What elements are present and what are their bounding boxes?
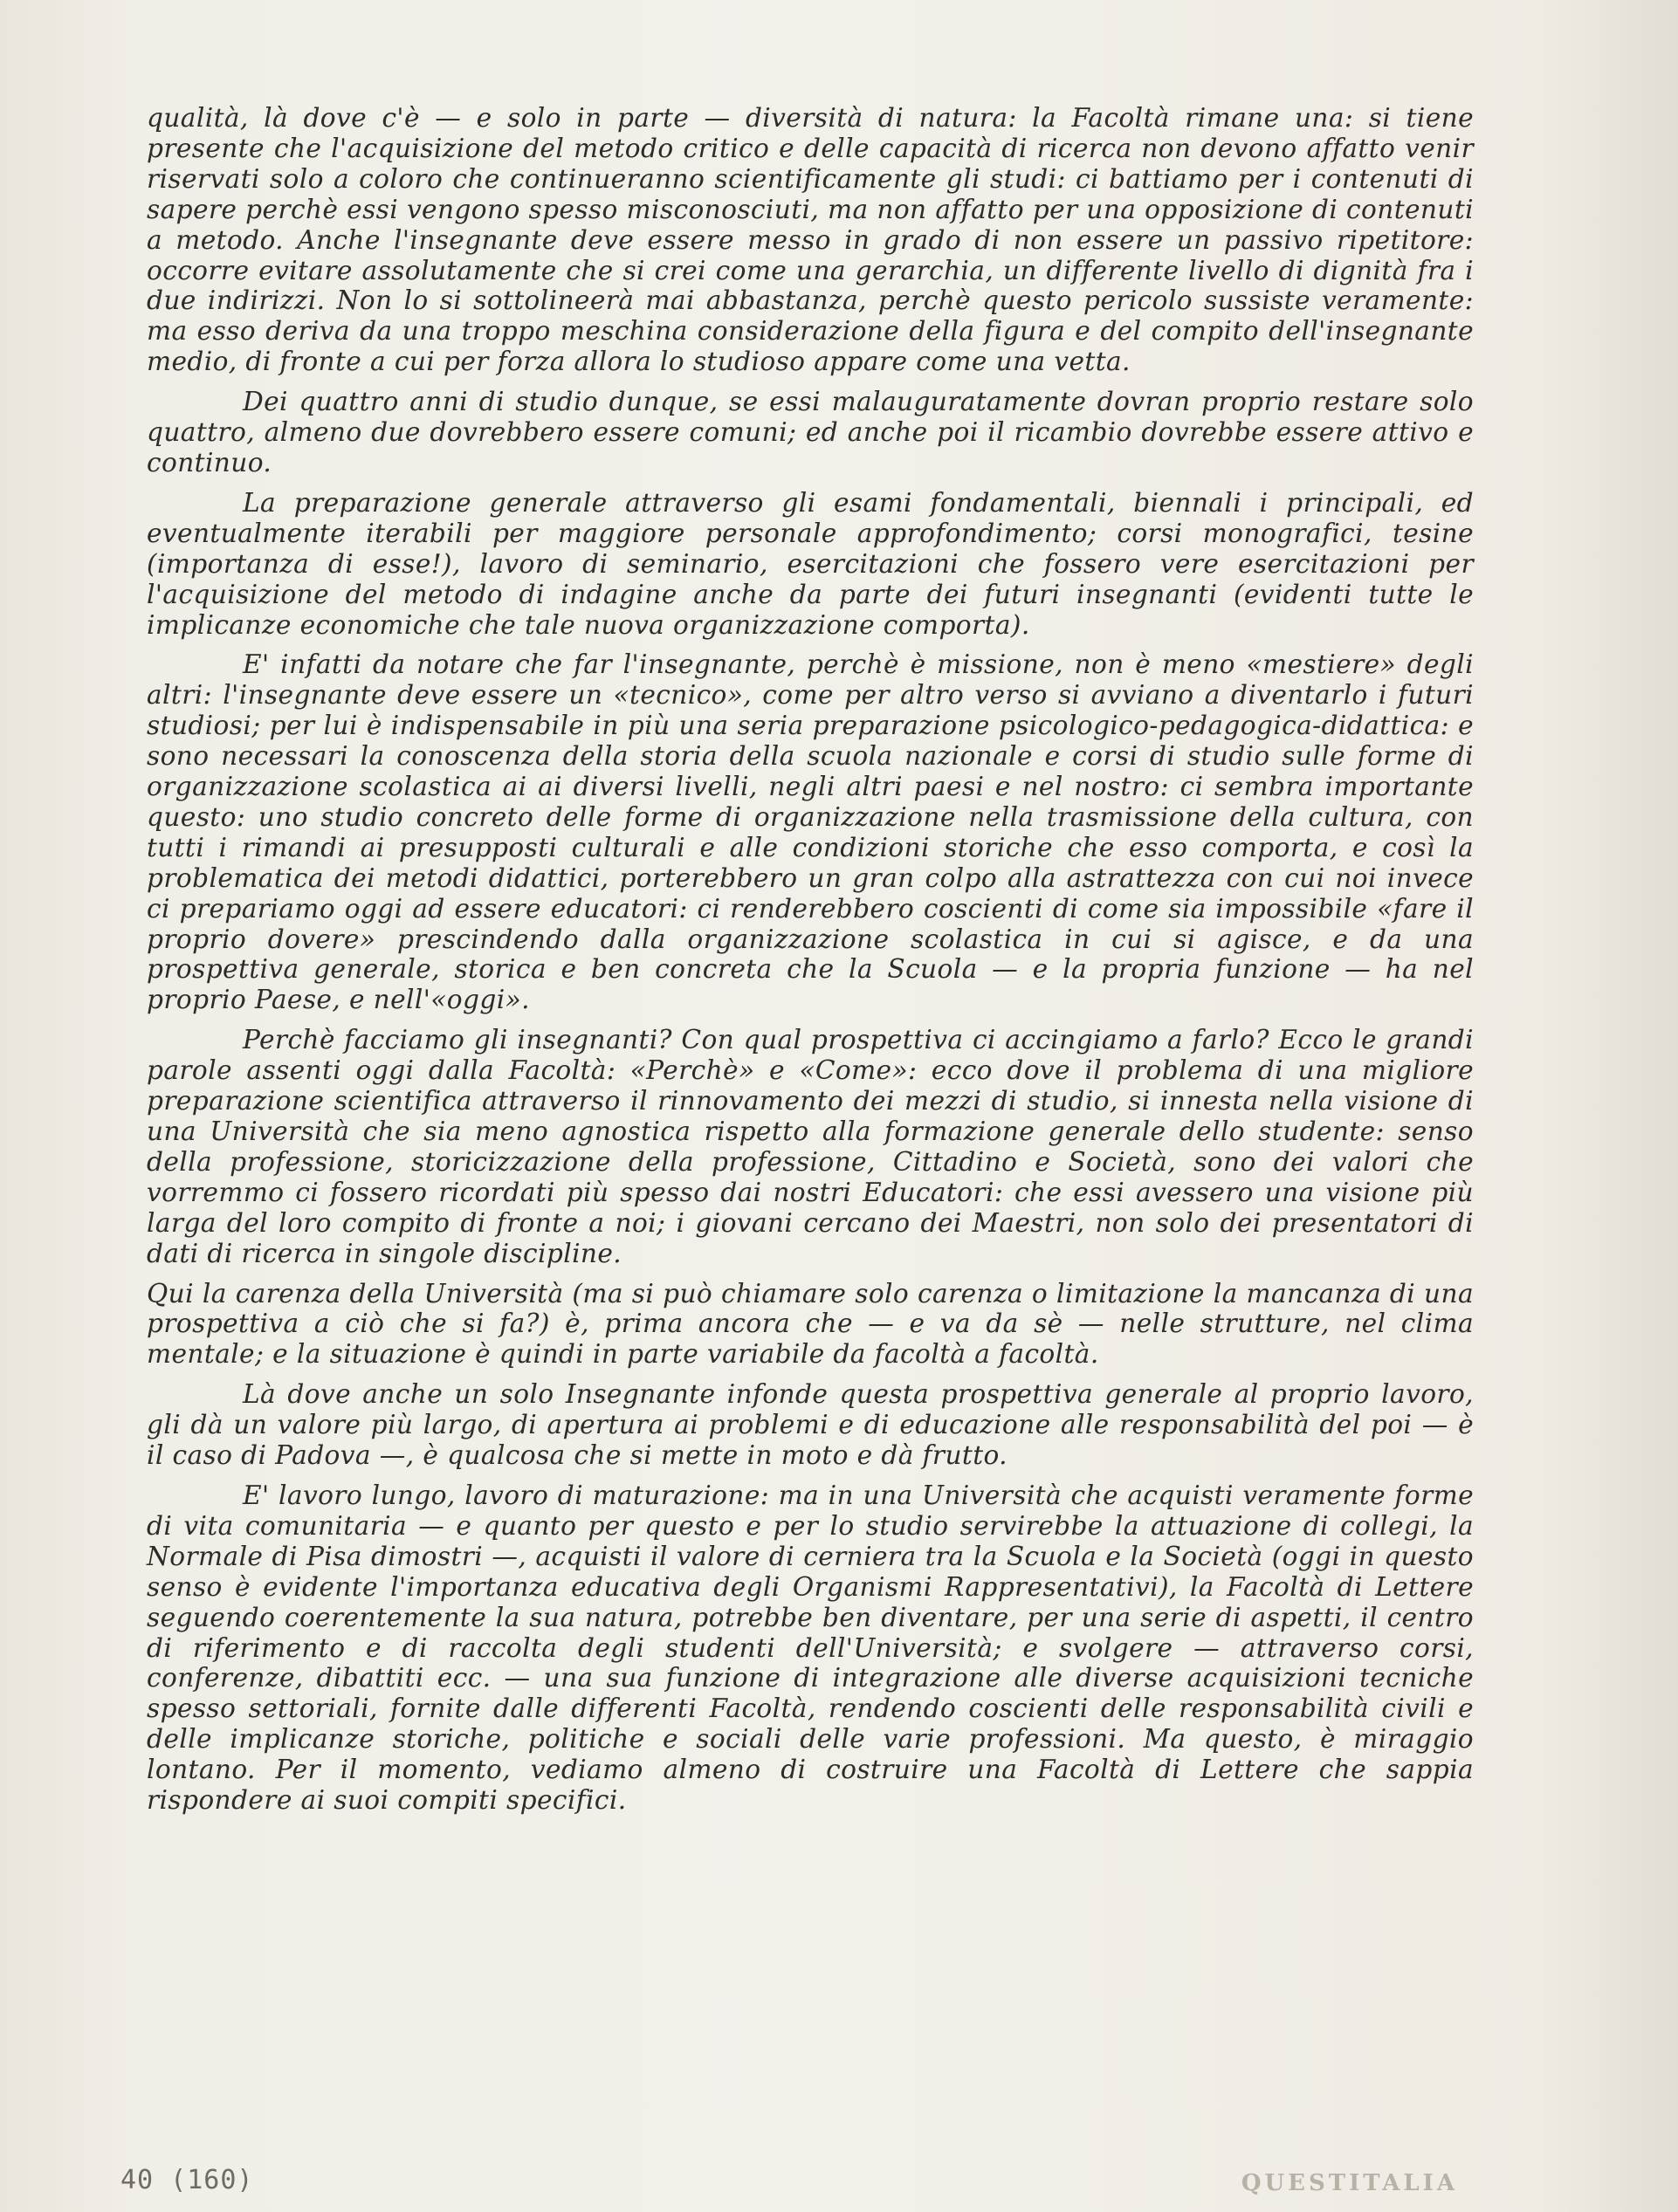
paragraph: Dei quattro anni di studio dunque, se essi malauguratamente dovran proprio restare solo quattro, almeno due dovrebbero essere comuni; ed anche poi il ricambio dovrebbe essere attivo e continuo.: [147, 387, 1474, 477]
body-text: [147, 103, 1474, 1825]
paragraph: La preparazione generale attraverso gli esami fondamentali, biennali i principali, ed eventualmente iterabili per maggiore personale approfondimento; corsi monografici, tesine (importanza di esse!), lavoro di seminario, esercitazioni che fossero vere esercitazioni per l'acquisizione del metodo di indagine anche da parte dei futuri insegnanti (evidenti tutte le implicanze economiche che tale nuova organizzazione comporta).: [147, 487, 1474, 640]
paragraph: Là dove anche un solo Insegnante infonde questa prospettiva generale al proprio lavoro, gli dà un valore più largo, di apertura ai problemi e di educazione alle responsabilità del poi — è il caso di Padova —, è qualcosa che si mette in moto e dà frutto.: [147, 1379, 1474, 1471]
running-title: QUESTITALIA: [1241, 2170, 1458, 2196]
paragraph: E' infatti da notare che far l'insegnante, perchè è missione, non è meno «mestiere» degli altri: l'insegnante deve essere un «tecnico», come per altro verso si avviano a diventarlo i futuri studiosi; per lui è indispensabile in più una seria preparazione psicologico-pedagogica-didattica: e sono necessari la conoscenza della storia della scuola nazionale e corsi di studio sulle forme di organizzazione scolastica ai ai diversi livelli, negli altri paesi e nel nostro: ci sembra importante questo: uno studio concreto delle forme di organizzazione nella trasmissione della cultura, con tutti i rimandi ai presupposti culturali e alle condizioni storiche che esso comporta, e così la problematica dei metodi didattici, porterebbero un gran colpo alla astrattezza con cui noi invece ci prepariamo oggi ad essere educatori: ci renderebbero coscienti di come sia impossibile «fare il proprio dovere» prescindendo dalla organizzazione scolastica in cui si agisce, e da una prospettiva generale, storica e ben concreta che la Scuola — e la propria funzione — ha nel proprio Paese, e nell'«oggi».: [147, 649, 1474, 1015]
paragraph: E' lavoro lungo, lavoro di maturazione: ma in una Università che acquisti veramente forme di vita comunitaria — e quanto per questo e per lo studio servirebbe la attuazione di collegi, la Normale di Pisa dimostri —, acquisti il valore di cerniera tra la Scuola e la Società (oggi in questo senso è evidente l'importanza educativa degli Organismi Rappresentativi), la Facoltà di Lettere seguendo coerentemente la sua natura, potrebbe ben diventare, per una serie di aspetti, il centro di riferimento e di raccolta degli studenti dell'Università; e svolgere — attraverso corsi, conferenze, dibattiti ecc. — una sua funzione di integrazione alle diverse acquisizioni tecniche spesso settoriali, fornite dalle differenti Facoltà, rendendo coscienti delle responsabilità civili e delle implicanze storiche, politiche e sociali delle varie professioni. Ma questo, è miraggio lontano. Per il momento, vediamo almeno di costruire una Facoltà di Lettere che sappia rispondere ai suoi compiti specifici.: [147, 1480, 1474, 1816]
paragraph: qualità, là dove c'è — e solo in parte — diversità di natura: la Facoltà rimane una: si tiene presente che l'acquisizione del metodo critico e delle capacità di ricerca non devono affatto venir riservati solo a coloro che continueranno scientificamente gli studi: ci battiamo per i contenuti di sapere perchè essi vengono spesso misconosciuti, ma non affatto per una opposizione di contenuti a metodo. Anche l'insegnante deve essere messo in grado di non essere un passivo ripetitore: occorre evitare assolutamente che si crei come una gerarchia, un differente livello di dignità fra i due indirizzi. Non lo si sottolineerà mai abbastanza, perchè questo pericolo sussiste veramente: ma esso deriva da una troppo meschina considerazione della figura e del compito dell'insegnante medio, di fronte a cui per forza allora lo studioso appare come una vetta.: [147, 103, 1474, 377]
paragraph: Perchè facciamo gli insegnanti? Con qual prospettiva ci accingiamo a farlo? Ecco le grandi parole assenti oggi dalla Facoltà: «Perchè» e «Come»: ecco dove il problema di una migliore preparazione scientifica attraverso il rinnovamento dei mezzi di studio, si innesta nella visione di una Università che sia meno agnostica rispetto alla formazione generale dello studente: senso della professione, storicizzazione della professione, Cittadino e Società, sono dei valori che vorremmo ci fossero ricordati più spesso dai nostri Educatori: che essi avessero una visione più larga del loro compito di fronte a noi; i giovani cercano dei Maestri, non solo dei presentatori di dati di ricerca in singole discipline.: [147, 1025, 1474, 1268]
paragraph: Qui la carenza della Università (ma si può chiamare solo carenza o limitazione la mancanza di una prospettiva a ciò che si fa?) è, prima ancora che — e va da sè — nelle strutture, nel clima mentale; e la situazione è quindi in parte variabile da facoltà a facoltà.: [147, 1278, 1474, 1370]
page-number: 40 (160): [120, 2165, 254, 2195]
